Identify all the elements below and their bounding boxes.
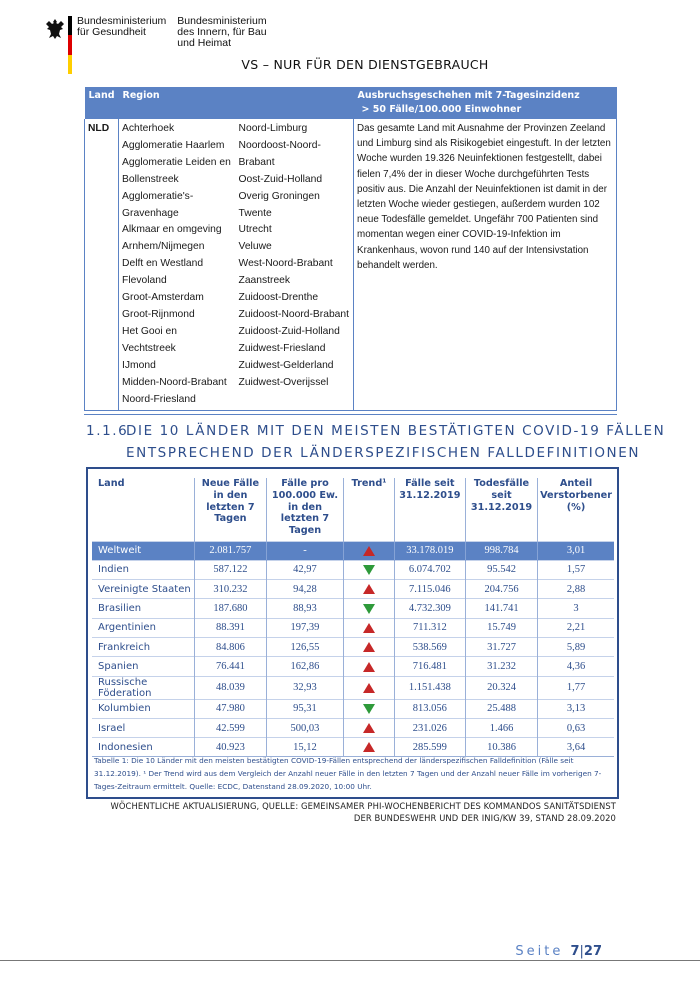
cell-share: 5,89 — [538, 637, 614, 656]
trend-up-icon — [363, 742, 375, 752]
cell-new7: 187.680 — [195, 599, 267, 618]
table-row — [92, 541, 614, 560]
table-row — [92, 699, 614, 718]
region-item: Utrecht — [238, 224, 272, 236]
region-item: Achterhoek — [122, 123, 175, 134]
region-item: Zuidoost-Zuid-Holland — [238, 325, 340, 337]
ministry-interior: Bundesministerium des Innern, für Bau und Heimat — [177, 15, 267, 49]
region-item: Flevoland — [122, 275, 167, 287]
region-item: Groot-Rijnmond — [122, 308, 195, 320]
col-header: Trend¹ — [344, 478, 394, 541]
region-item: Agglomeratie Leiden en Bollenstreek — [122, 156, 231, 185]
cell-land: Weltweit — [92, 541, 195, 560]
cell-cases: 231.026 — [394, 718, 465, 737]
col-region-header: Region — [119, 87, 354, 119]
cell-land: Indien — [92, 560, 195, 579]
cell-per100k: 500,03 — [266, 718, 344, 737]
col-outbreaks-header: Ausbruchsgeschehen mit 7-Tagesinzidenz > 50 Fälle/100.000 Einwohner — [354, 87, 617, 119]
classification-label: VS – NUR FÜR DEN DIENSTGEBRAUCH — [241, 57, 489, 72]
trend-cell — [344, 699, 394, 718]
cell-new7: 84.806 — [195, 637, 267, 656]
cell-land: Frankreich — [92, 637, 195, 656]
section-title-line2: ENTSPRECHEND DER LÄNDERSPEZIFISCHEN FALLDEFINITIONEN — [126, 445, 641, 461]
trend-up-icon — [363, 662, 375, 672]
cell-share: 1,57 — [538, 560, 614, 579]
region-item: Zuidoost-Drenthe — [238, 292, 319, 304]
trend-cell — [344, 657, 394, 676]
cell-cases: 4.732.309 — [394, 599, 465, 618]
cell-land: Kolumbien — [92, 699, 195, 718]
outbreak-table — [84, 87, 617, 411]
footer-rule — [0, 960, 700, 961]
cell-cases: 285.599 — [394, 738, 465, 757]
cell-share: 2,88 — [538, 580, 614, 599]
trend-up-icon — [363, 642, 375, 652]
region-list-1 — [119, 119, 236, 411]
region-item: Noord-Limburg — [238, 123, 308, 134]
table-row — [92, 580, 614, 599]
region-item: Zuidwest-Gelderland — [238, 359, 334, 371]
section-title-line1: DIE 10 LÄNDER MIT DEN MEISTEN BESTÄTIGTEN COVID-19 FÄLLEN — [126, 423, 666, 439]
cell-share: 0,63 — [538, 718, 614, 737]
cell-per100k: 95,31 — [266, 699, 344, 718]
source-note: WÖCHENTLICHE AKTUALISIERUNG, QUELLE: GEMEINSAMER PHI-WOCHENBERICHT DES KOMMANDOS SANITÄTSDIENST DER BUNDESWEHR UND DER INIG/KW 39, STAND 28.09.2020 — [110, 801, 616, 823]
cell-deaths: 31.727 — [465, 637, 537, 656]
table-row — [92, 718, 614, 737]
cell-per100k: 197,39 — [266, 618, 344, 637]
cell-deaths: 15.749 — [465, 618, 537, 637]
cell-deaths: 10.386 — [465, 738, 537, 757]
region-item: West-Noord-Brabant — [238, 258, 333, 270]
trend-cell — [344, 718, 394, 737]
region-item: IJmond — [122, 359, 156, 371]
table-row — [92, 676, 614, 699]
col-header: Anteil Verstorbener (%) — [540, 478, 612, 513]
cell-new7: 48.039 — [195, 676, 267, 699]
trend-cell — [344, 676, 394, 699]
cell-deaths: 25.488 — [465, 699, 537, 718]
region-item: Zuidwest-Friesland — [238, 342, 326, 354]
region-item: Alkmaar en omgeving — [122, 224, 222, 236]
cell-deaths: 141.741 — [465, 599, 537, 618]
col-header: Neue Fälle in den letzten 7 Tagen — [195, 478, 267, 541]
section-heading — [86, 420, 665, 464]
trend-down-icon — [363, 565, 375, 575]
cell-new7: 2.081.757 — [195, 541, 267, 560]
section-number: 1.1.6 — [86, 423, 129, 439]
cell-deaths: 998.784 — [465, 541, 537, 560]
cell-land: Argentinien — [92, 618, 195, 637]
outbreak-description: Das gesamte Land mit Ausnahme der Provinzen Zeeland und Limburg sind als Risikogebiet eingestuft. In der letzten Woche wurden 19.326 Neuinfektionen festgestellt, dabei fielen 7,4% der in dieser Woche durchgeführten Tests positiv aus. Die Anzahl der Neuinfektionen ist damit in der letzten Woche wieder gestiegen, außerdem wurden 102 neue Todesfälle gemeldet. Ungefähr 700 Patienten sind momentan wegen einer COVID-19-Infektion im Krankenhaus, wovon rund 140 auf der Intensivstation behandelt werden. — [354, 119, 617, 411]
region-item: Oost-Zuid-Holland — [238, 173, 323, 185]
cell-deaths: 20.324 — [465, 676, 537, 699]
trend-cell — [344, 599, 394, 618]
cell-new7: 47.980 — [195, 699, 267, 718]
region-item: Delft en Westland — [122, 258, 204, 270]
cell-deaths: 1.466 — [465, 718, 537, 737]
trend-up-icon — [363, 623, 375, 633]
page-total: 27 — [583, 944, 602, 959]
cell-share: 1,77 — [538, 676, 614, 699]
cell-new7: 587.122 — [195, 560, 267, 579]
col-header: Land — [92, 478, 195, 541]
cell-land: Vereinigte Staaten — [92, 580, 195, 599]
cell-land: Russische Föderation — [92, 676, 195, 699]
cell-per100k: 32,93 — [266, 676, 344, 699]
cell-land: Spanien — [92, 657, 195, 676]
country-code: NLD — [85, 119, 119, 411]
cell-cases: 711.312 — [394, 618, 465, 637]
ministry-health: Bundesministerium für Gesundheit — [77, 15, 167, 38]
region-item: Zaanstreek — [238, 275, 291, 287]
cell-share: 3,13 — [538, 699, 614, 718]
trend-up-icon — [363, 584, 375, 594]
cell-per100k: 126,55 — [266, 637, 344, 656]
cell-new7: 40.923 — [195, 738, 267, 757]
region-item: Noord-Friesland — [122, 393, 196, 405]
trend-cell — [344, 637, 394, 656]
region-item: Zuidoost-Noord-Brabant — [238, 308, 349, 320]
table-row — [92, 599, 614, 618]
region-item: Midden-Noord-Brabant — [122, 376, 227, 388]
cell-share: 3,01 — [538, 541, 614, 560]
region-item: Overig Groningen — [238, 190, 320, 202]
cell-new7: 88.391 — [195, 618, 267, 637]
table-row — [92, 657, 614, 676]
cell-cases: 33.178.019 — [394, 541, 465, 560]
col-header: Fälle seit 31.12.2019 — [394, 478, 465, 541]
cell-per100k: - — [266, 541, 344, 560]
trend-cell — [344, 580, 394, 599]
cell-deaths: 204.756 — [465, 580, 537, 599]
section-divider — [84, 414, 617, 415]
trend-down-icon — [363, 604, 375, 614]
cell-share: 3,64 — [538, 738, 614, 757]
cell-land: Indonesien — [92, 738, 195, 757]
trend-down-icon — [363, 704, 375, 714]
page-label: Seite — [515, 944, 564, 959]
cell-cases: 7.115.046 — [394, 580, 465, 599]
cell-per100k: 15,12 — [266, 738, 344, 757]
trend-up-icon — [363, 723, 375, 733]
cell-cases: 716.481 — [394, 657, 465, 676]
region-item: Twente — [238, 207, 272, 219]
cell-share: 3 — [538, 599, 614, 618]
trend-up-icon — [363, 546, 375, 556]
cell-per100k: 94,28 — [266, 580, 344, 599]
col-header: Todesfälle seit 31.12.2019 — [465, 478, 537, 541]
table-caption: Tabelle 1: Die 10 Länder mit den meisten bestätigten COVID-19-Fällen entsprechend der länderspezifischen Falldefinition (Fälle seit 31.12.2019). ¹ Der Trend wird aus dem Vergleich der Anzahl neuer Fälle in den letzten 7 Tagen und der Anzahl neuer Fälle im vorherigen 7-Tages-Zeitraum ermittelt. Quelle: ECDC, Datenstand 28.09.2020, 10:00 Uhr. — [94, 756, 602, 791]
trend-up-icon — [363, 683, 375, 693]
region-item: Zuidwest-Overijssel — [238, 376, 329, 388]
col-header: Fälle pro 100.000 Ew. in den letzten 7 Tagen — [266, 478, 344, 541]
cell-per100k: 88,93 — [266, 599, 344, 618]
table-row — [92, 618, 614, 637]
cell-share: 4,36 — [538, 657, 614, 676]
cell-land: Israel — [92, 718, 195, 737]
countries-table-box — [86, 467, 619, 799]
table-row — [92, 560, 614, 579]
federal-eagle-icon — [45, 18, 65, 40]
page-number: Seite 7|27 — [515, 944, 602, 959]
region-item: Agglomeratie Haarlem — [122, 139, 225, 151]
region-item: Arnhem/Nijmegen — [122, 241, 205, 253]
cell-deaths: 31.232 — [465, 657, 537, 676]
region-item: Veluwe — [238, 241, 272, 253]
region-list-2 — [236, 119, 354, 411]
cell-share: 2,21 — [538, 618, 614, 637]
col-land-header: Land — [85, 87, 119, 119]
region-item: Agglomeratie's-Gravenhage — [122, 190, 194, 219]
cell-deaths: 95.542 — [465, 560, 537, 579]
page-current: 7 — [570, 944, 580, 959]
cell-per100k: 42,97 — [266, 560, 344, 579]
cell-cases: 813.056 — [394, 699, 465, 718]
region-item: Noordoost-Noord-Brabant — [238, 139, 321, 168]
trend-cell — [344, 541, 394, 560]
cell-new7: 310.232 — [195, 580, 267, 599]
cell-cases: 538.569 — [394, 637, 465, 656]
cell-new7: 42.599 — [195, 718, 267, 737]
region-item: Groot-Amsterdam — [122, 292, 204, 304]
cell-cases: 1.151.438 — [394, 676, 465, 699]
trend-cell — [344, 618, 394, 637]
cell-cases: 6.074.702 — [394, 560, 465, 579]
region-item: Het Gooi en Vechtstreek — [122, 325, 177, 354]
countries-table — [92, 478, 614, 757]
table-row — [92, 637, 614, 656]
cell-new7: 76.441 — [195, 657, 267, 676]
cell-per100k: 162,86 — [266, 657, 344, 676]
trend-cell — [344, 560, 394, 579]
cell-land: Brasilien — [92, 599, 195, 618]
